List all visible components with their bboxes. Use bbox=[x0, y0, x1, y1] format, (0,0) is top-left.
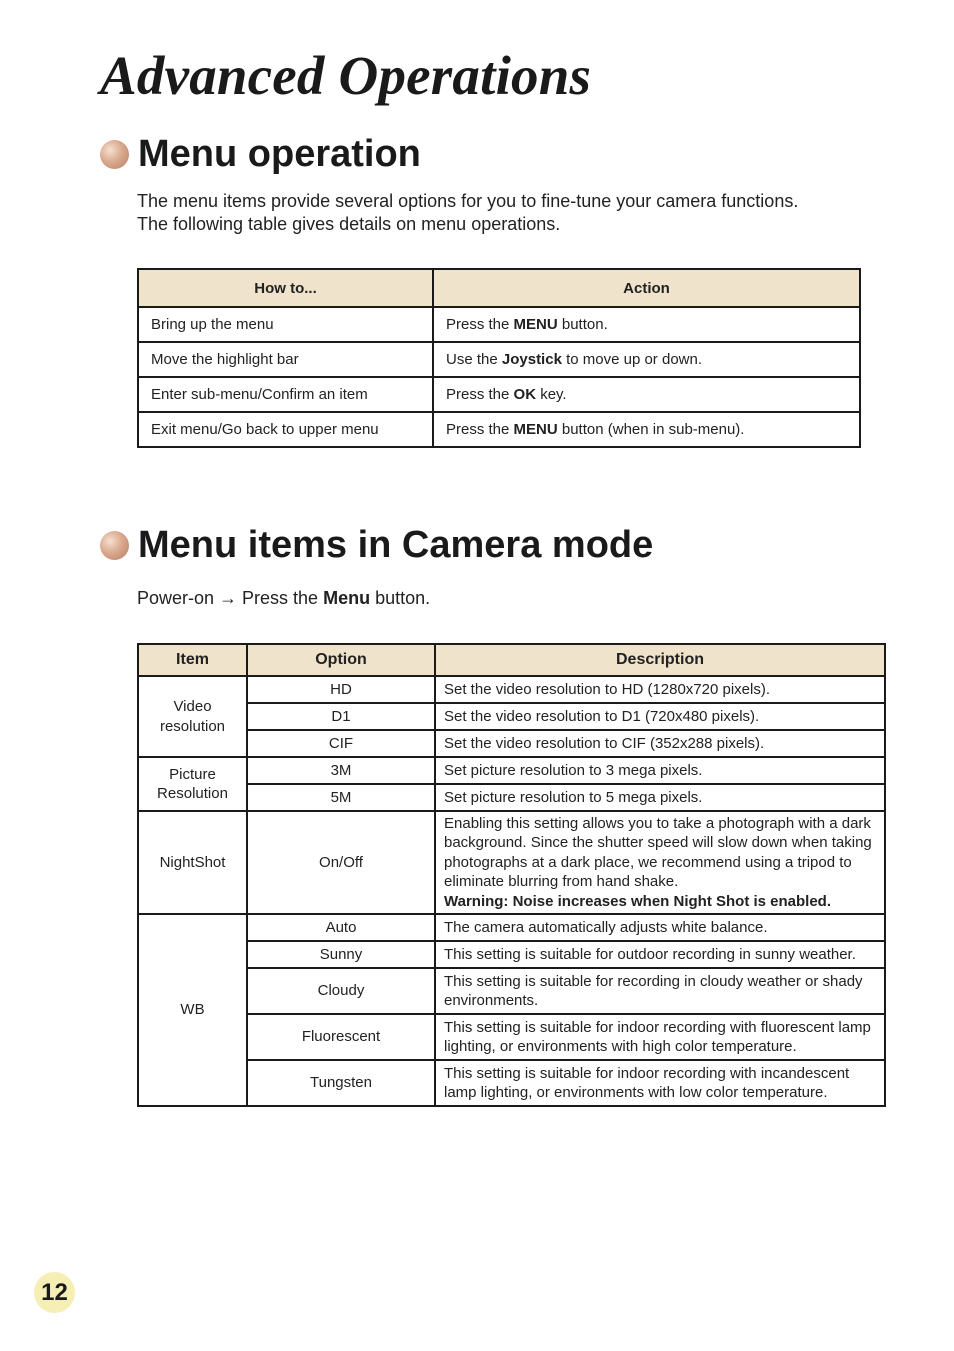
howto-cell: Move the highlight bar bbox=[138, 342, 433, 377]
item-cell: Picture Resolution bbox=[138, 757, 247, 811]
section-title: Menu items in Camera mode bbox=[138, 524, 654, 566]
description-cell bbox=[435, 941, 885, 968]
navigation-path bbox=[137, 588, 430, 609]
description-cell bbox=[435, 757, 885, 784]
table-row bbox=[138, 342, 860, 377]
section-heading-menu-operation bbox=[100, 133, 421, 176]
path-text-post: button. bbox=[370, 588, 431, 608]
table-row bbox=[138, 941, 885, 968]
action-text: key. bbox=[536, 386, 567, 403]
howto-cell: Bring up the menu bbox=[138, 307, 433, 342]
action-key: MENU bbox=[513, 421, 558, 438]
table-header-row bbox=[138, 644, 885, 676]
action-text: Press the bbox=[446, 386, 514, 403]
table-row bbox=[138, 730, 885, 757]
description-text: This setting is suitable for indoor recording with incandescent lamp lighting, or environments with low color temperature. bbox=[444, 1064, 850, 1101]
bullet-circle-icon bbox=[100, 140, 129, 169]
action-key: OK bbox=[513, 386, 537, 403]
description-text: Set picture resolution to 3 mega pixels. bbox=[444, 761, 703, 779]
action-text: button (when in sub-menu). bbox=[557, 421, 745, 438]
warning-text: Warning: Noise increases when Night Shot is enabled. bbox=[444, 892, 832, 910]
action-cell bbox=[433, 412, 860, 447]
description-cell bbox=[435, 968, 885, 1014]
table-row bbox=[138, 307, 860, 342]
header-item: Item bbox=[138, 644, 247, 676]
description-cell bbox=[435, 676, 885, 703]
action-key: MENU bbox=[513, 316, 558, 333]
table-row bbox=[138, 968, 885, 1014]
action-cell bbox=[433, 307, 860, 342]
table-row bbox=[138, 757, 885, 784]
option-cell: Tungsten bbox=[247, 1060, 435, 1106]
howto-cell: Enter sub-menu/Confirm an item bbox=[138, 377, 433, 412]
action-cell bbox=[433, 377, 860, 412]
item-cell: Video resolution bbox=[138, 676, 247, 757]
action-cell bbox=[433, 342, 860, 377]
option-cell: D1 bbox=[247, 703, 435, 730]
section-heading-camera-mode bbox=[100, 524, 653, 567]
option-cell: Cloudy bbox=[247, 968, 435, 1014]
action-text: to move up or down. bbox=[561, 351, 702, 368]
table-row bbox=[138, 676, 885, 703]
path-text-key: Menu bbox=[323, 588, 371, 608]
table-row bbox=[138, 914, 885, 941]
header-action: Action bbox=[433, 269, 860, 307]
description-cell bbox=[435, 811, 885, 914]
option-cell: Sunny bbox=[247, 941, 435, 968]
option-cell: Auto bbox=[247, 914, 435, 941]
description-text: Set the video resolution to HD (1280x720 pixels). bbox=[444, 680, 771, 698]
description-text: This setting is suitable for recording in cloudy weather or shady environments. bbox=[444, 972, 863, 1009]
action-text: Press the bbox=[446, 421, 514, 438]
menu-operations-table bbox=[137, 268, 861, 448]
table-row bbox=[138, 784, 885, 811]
header-option: Option bbox=[247, 644, 435, 676]
description-cell bbox=[435, 784, 885, 811]
table-header-row bbox=[138, 269, 860, 307]
item-cell: NightShot bbox=[138, 811, 247, 914]
table-row bbox=[138, 1060, 885, 1106]
description-text: Enabling this setting allows you to take a photograph with a dark background. Since the shutter speed will slow down when taking photographs at a dark place, we recommend using a tripod to eliminate blurring from hand shake. bbox=[444, 814, 872, 891]
description-text: Set the video resolution to CIF (352x288 pixels). bbox=[444, 734, 765, 752]
description-text: The camera automatically adjusts white balance. bbox=[444, 918, 768, 936]
table-row bbox=[138, 703, 885, 730]
page-number: 12 bbox=[34, 1272, 75, 1313]
option-cell: On/Off bbox=[247, 811, 435, 914]
intro-line: The following table gives details on menu operations. bbox=[137, 214, 561, 234]
description-text: Set picture resolution to 5 mega pixels. bbox=[444, 788, 703, 806]
description-cell bbox=[435, 1060, 885, 1106]
bullet-circle-icon bbox=[100, 531, 129, 560]
item-cell: WB bbox=[138, 914, 247, 1106]
header-description: Description bbox=[435, 644, 885, 676]
description-cell bbox=[435, 914, 885, 941]
table-row bbox=[138, 811, 885, 914]
chapter-title: Advanced Operations bbox=[100, 45, 592, 106]
description-cell bbox=[435, 1014, 885, 1060]
table-row bbox=[138, 377, 860, 412]
description-text: This setting is suitable for indoor recording with fluorescent lamp lighting, or environments with high color temperature. bbox=[444, 1018, 871, 1055]
table-row bbox=[138, 412, 860, 447]
action-text: Press the bbox=[446, 316, 514, 333]
action-key: Joystick bbox=[501, 351, 562, 368]
action-text: Use the bbox=[446, 351, 502, 368]
table-row bbox=[138, 1014, 885, 1060]
description-text: Set the video resolution to D1 (720x480 pixels). bbox=[444, 707, 760, 725]
option-cell: Fluorescent bbox=[247, 1014, 435, 1060]
section-title: Menu operation bbox=[138, 133, 421, 175]
option-cell: HD bbox=[247, 676, 435, 703]
camera-menu-items-table bbox=[137, 643, 886, 1107]
action-text: button. bbox=[557, 316, 608, 333]
option-cell: CIF bbox=[247, 730, 435, 757]
option-cell: 3M bbox=[247, 757, 435, 784]
intro-paragraph bbox=[137, 190, 798, 236]
path-text-pre: Power-on → Press the bbox=[137, 588, 324, 608]
header-how-to: How to... bbox=[138, 269, 433, 307]
howto-cell: Exit menu/Go back to upper menu bbox=[138, 412, 433, 447]
description-cell bbox=[435, 703, 885, 730]
intro-line: The menu items provide several options for you to fine-tune your camera functions. bbox=[137, 191, 799, 211]
description-cell bbox=[435, 730, 885, 757]
description-text: This setting is suitable for outdoor recording in sunny weather. bbox=[444, 945, 856, 963]
option-cell: 5M bbox=[247, 784, 435, 811]
